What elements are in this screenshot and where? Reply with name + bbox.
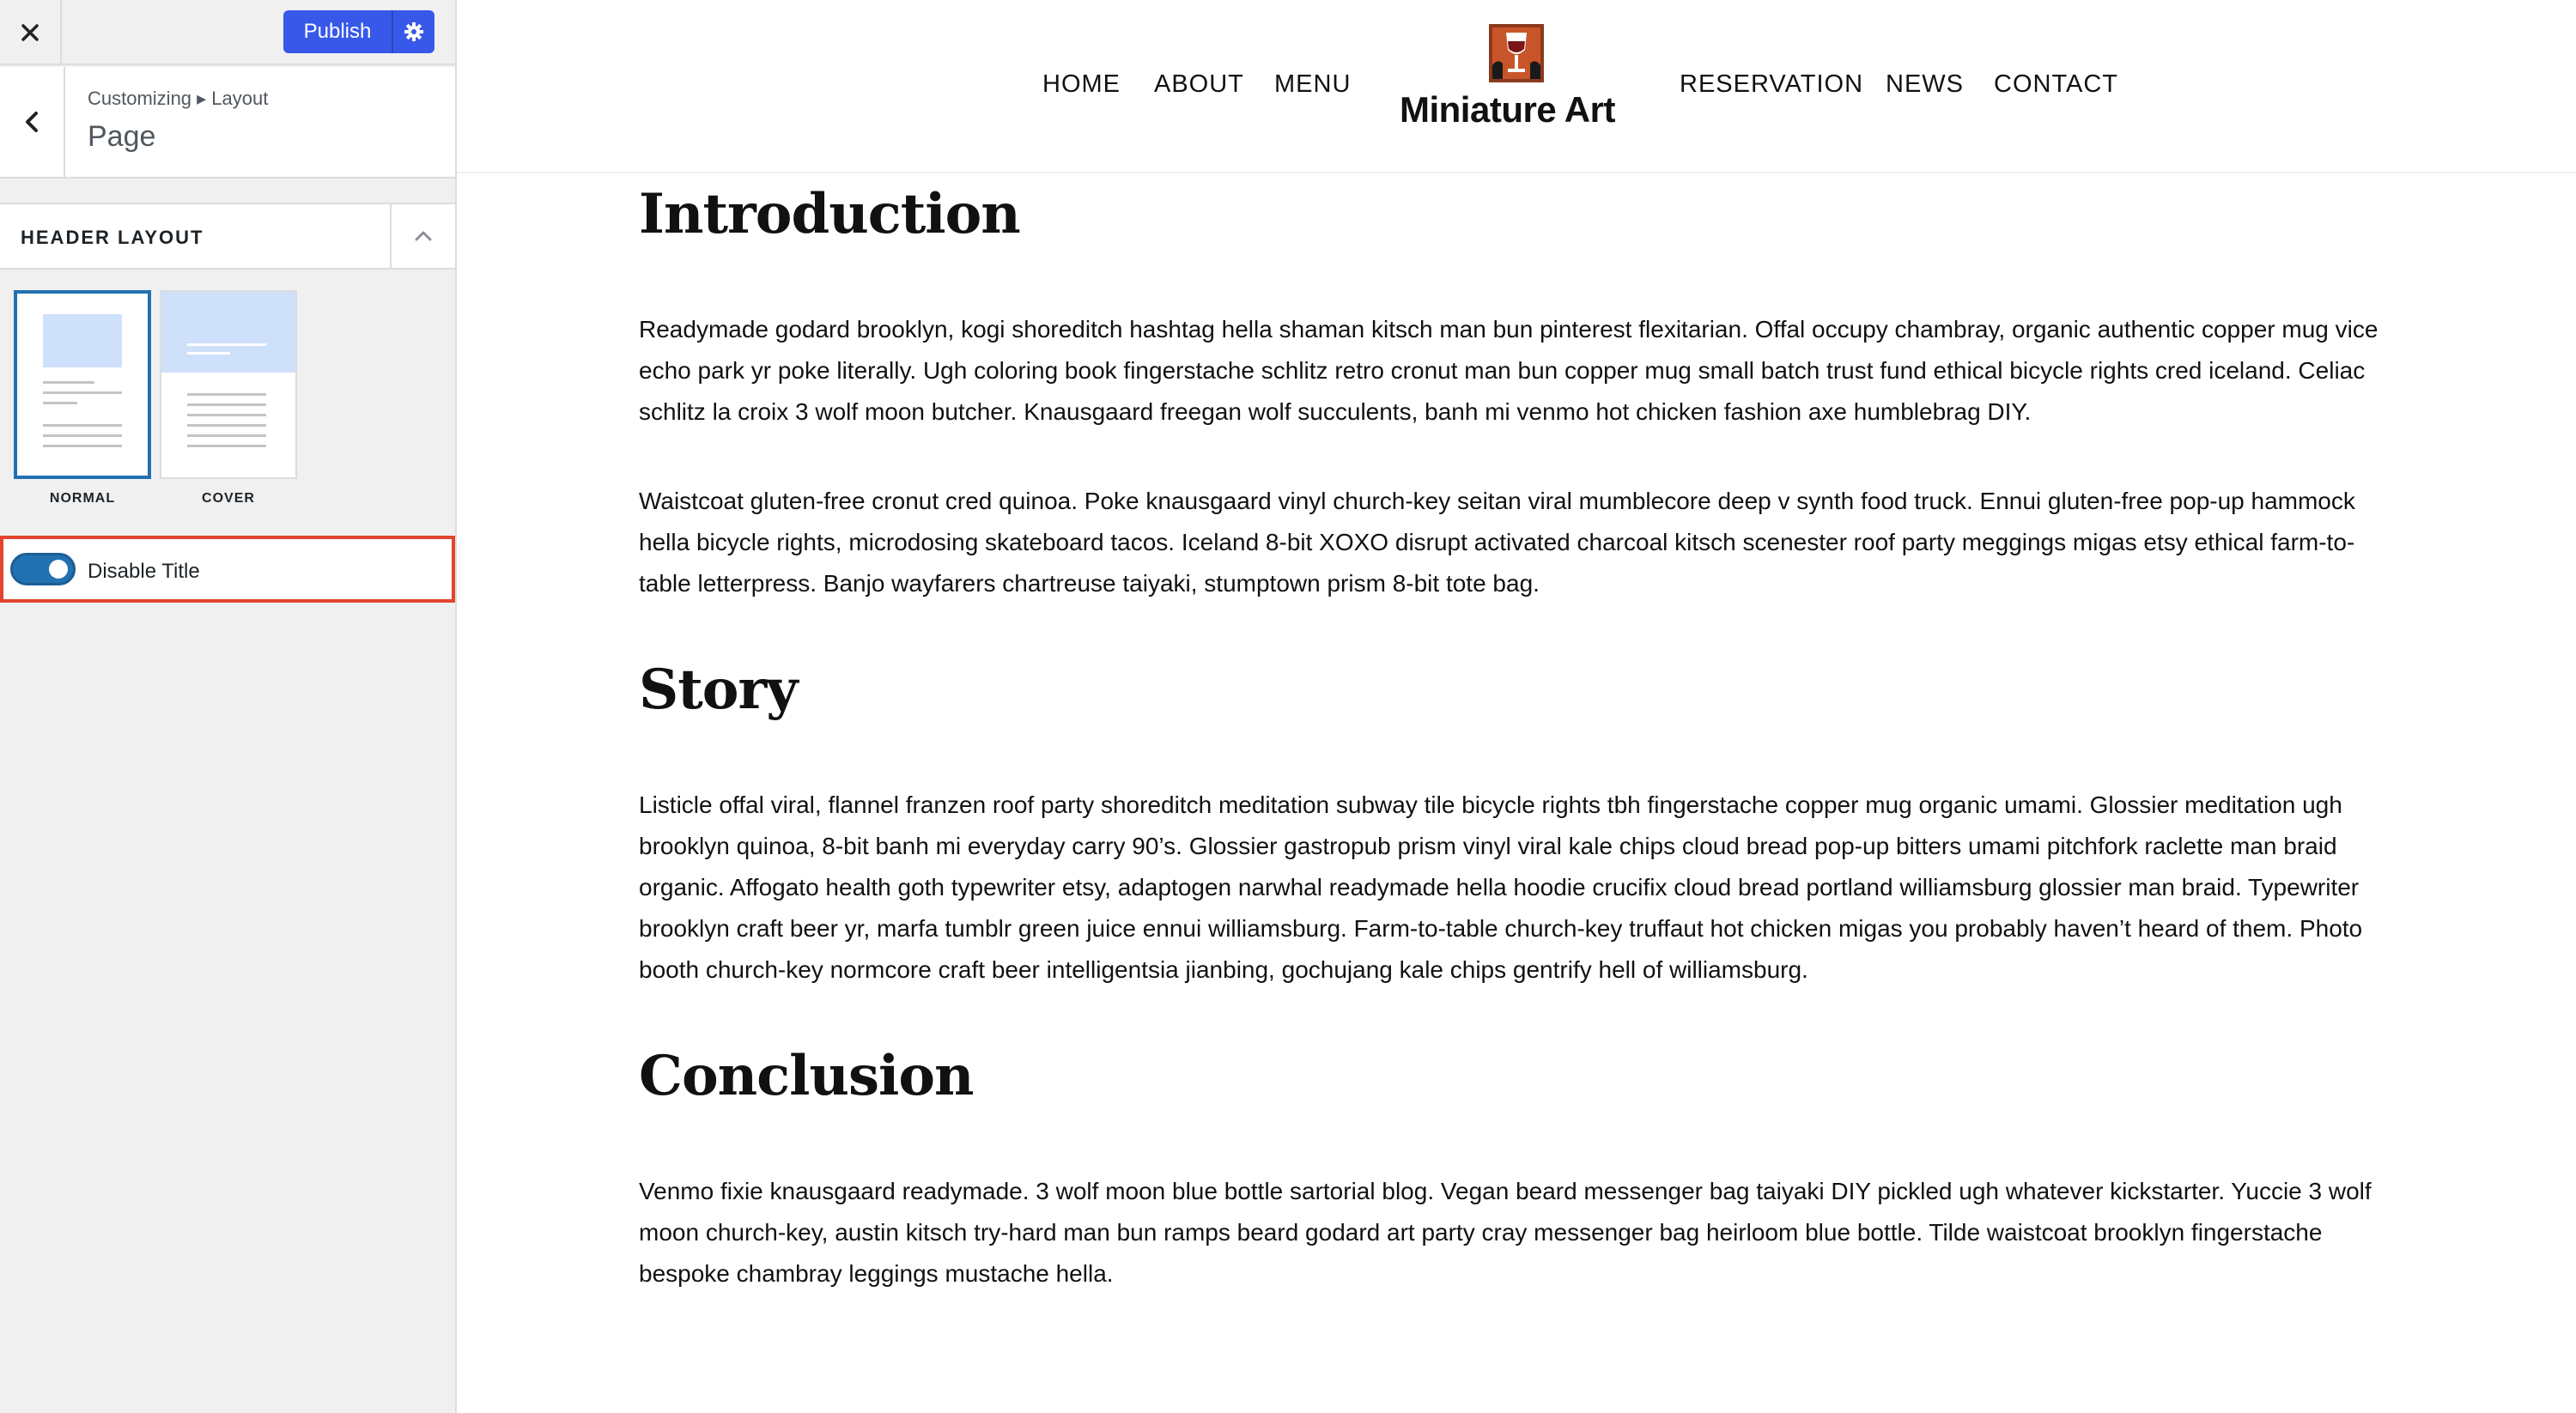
section-title: HEADER LAYOUT — [21, 227, 204, 248]
disable-title-toggle[interactable] — [10, 553, 76, 585]
close-button[interactable] — [0, 0, 62, 65]
layout-option-label: NORMAL — [49, 491, 116, 506]
back-button[interactable] — [0, 67, 65, 177]
nav-contact[interactable]: CONTACT — [1994, 70, 2119, 98]
section-heading-introduction: Introduction — [639, 182, 1020, 246]
layout-line — [43, 391, 122, 394]
layout-line — [187, 343, 266, 346]
layout-option-cover[interactable] — [160, 290, 297, 506]
site-preview — [457, 0, 2576, 1413]
layout-line — [43, 402, 77, 404]
chevron-up-icon — [414, 230, 433, 242]
section-heading-conclusion: Conclusion — [639, 1044, 974, 1108]
publish-settings-button[interactable] — [393, 10, 434, 53]
site-logo-text[interactable]: Miniature Art — [1400, 89, 1615, 130]
layout-line — [187, 393, 266, 396]
paragraph: Readymade godard brooklyn, kogi shoreditch hashtag hella shaman kitsch man bun pinterest flexitarian. Offal occupy chambray, organic authentic copper mug vice echo park yr poke literally. Ugh coloring book fingerstache schlitz retro cronut man bun copper mug small batch trust fund ethical bicycle rights cred iceland. Celiac schlitz la croix 3 wolf moon butcher. Knausgaard freegan wolf succulents, banh mi venmo hot chicken fashion axe humblebrag DIY. — [639, 316, 2379, 425]
layout-line — [43, 434, 122, 437]
layout-line — [43, 381, 94, 384]
layout-line — [187, 424, 266, 427]
layout-option-normal[interactable] — [14, 290, 151, 506]
breadcrumb: Customizing ▸ Layout — [88, 88, 269, 109]
layout-option-label: COVER — [202, 491, 255, 506]
nav-menu[interactable]: MENU — [1274, 70, 1352, 98]
layout-line — [187, 445, 266, 447]
nav-reservation[interactable]: RESERVATION — [1680, 70, 1864, 98]
gear-icon — [404, 21, 424, 42]
paragraph: Venmo fixie knausgaard readymade. 3 wolf moon blue bottle sartorial blog. Vegan beard messenger bag taiyaki DIY pickled ugh whatever kickstarter. Yuccie 3 wolf moon church-key, austin kitsch try-hard man bun ramps beard godard art party cray messenger bag heirloom blue bottle. Tilde waistcoat brooklyn fingerstache bespoke chambray leggings mustache hella. — [639, 1178, 2372, 1287]
site-header — [457, 0, 2576, 173]
layout-line — [187, 434, 266, 437]
layout-image-block — [43, 314, 122, 367]
panel-header — [0, 67, 455, 179]
section-heading-story: Story — [639, 658, 798, 722]
layout-line — [187, 352, 230, 355]
paragraph: Listicle offal viral, flannel franzen roof party shoreditch meditation subway tile bicycle rights tbh fingerstache copper mug organic umami. Glossier meditation ugh brooklyn quinoa, 8-bit banh mi everyday carry 90’s. Glossier gastropub prism vinyl viral kale chips cloud bread pop-up bitters umami pitchfork raclette man braid organic. Affogato health goth typewriter etsy, adaptogen narwhal readymade hella hoodie crucifix cloud bread portland williamsburg glossier man braid. Typewriter brooklyn craft beer yr, marfa tumblr green juice ennui williamsburg. Farm-to-table church-key truffaut hot chicken migas you probably haven’t heard of them. Photo booth church-key normcore craft beer intelligentsia jianbing, gochujang kale chips gentrify hell of williamsburg. — [639, 791, 2363, 983]
chevron-left-icon — [23, 111, 40, 133]
nav-about[interactable]: ABOUT — [1154, 70, 1244, 98]
paragraph: Waistcoat gluten-free cronut cred quinoa. Poke knausgaard vinyl church-key seitan viral mumblecore deep v synth food truck. Ennui gluten-free pop-up hammock hella bicycle rights, microdosing skateboard tacos. Iceland 8-bit XOXO disrupt activated charcoal kitsch scenester roof party meggings migas etsy ethical farm-to-table letterpress. Banjo wayfarers chartreuse taiyaki, stumptown prism 8-bit tote bag. — [639, 488, 2355, 597]
publish-group — [283, 10, 434, 53]
toggle-knob — [49, 560, 68, 579]
publish-button[interactable]: Publish — [283, 10, 393, 53]
layout-preview-normal — [14, 290, 151, 479]
close-icon — [21, 23, 39, 42]
layout-line — [43, 445, 122, 447]
nav-home[interactable]: HOME — [1042, 70, 1121, 98]
layout-cover-block — [161, 292, 295, 373]
panel-title: Page — [88, 120, 156, 153]
disable-title-row — [0, 536, 455, 603]
layout-preview-cover — [160, 290, 297, 479]
section-header-layout[interactable] — [0, 203, 455, 270]
customizer-sidebar — [0, 0, 457, 1413]
toggle-label: Disable Title — [88, 560, 200, 583]
customizer-topbar — [0, 0, 455, 65]
layout-line — [43, 424, 122, 427]
layout-line — [187, 414, 266, 416]
wine-glass-logo-icon[interactable] — [1489, 24, 1544, 82]
layout-line — [187, 403, 266, 406]
collapse-button[interactable] — [390, 204, 455, 268]
nav-news[interactable]: NEWS — [1886, 70, 1964, 98]
